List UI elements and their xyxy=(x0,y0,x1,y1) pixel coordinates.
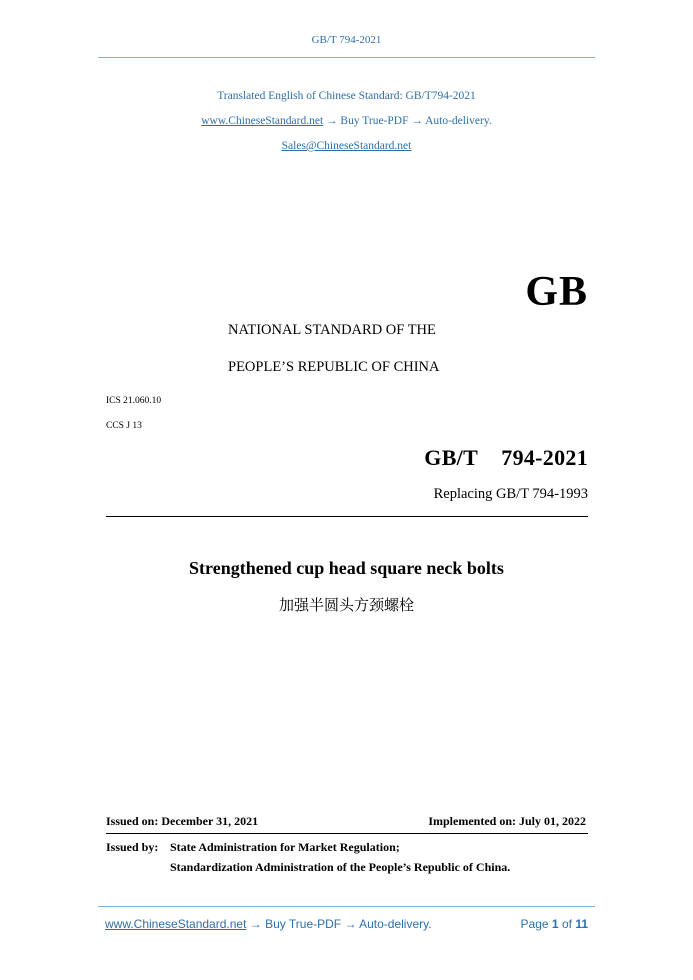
sales-email-link[interactable]: Sales@ChineseStandard.net xyxy=(281,140,412,152)
page-counter xyxy=(521,917,588,931)
page-label: Page xyxy=(520,917,549,931)
running-header: GB/T 794-2021 xyxy=(311,34,382,46)
replacing-standard: Replacing GB/T 794-1993 xyxy=(433,486,588,502)
standard-number: GB/T 794-2021 xyxy=(424,445,588,470)
footer-promo-rest: → Buy True-PDF → Auto-delivery. xyxy=(246,917,432,931)
issued-on-date: Issued on: December 31, 2021 xyxy=(106,814,259,828)
document-title-en: Strengthened cup head square neck bolts xyxy=(189,558,504,578)
title-divider xyxy=(106,516,588,517)
header-divider xyxy=(98,57,595,58)
implemented-on-date: Implemented on: July 01, 2022 xyxy=(428,814,586,828)
promo-line-1: Translated English of Chinese Standard: GB/T794-2021 xyxy=(217,90,476,102)
dates-divider xyxy=(106,833,588,834)
document-title-cn: 加强半圆头方颈螺栓 xyxy=(278,596,414,614)
ics-code: ICS 21.060.10 xyxy=(106,396,162,406)
page-current: 1 xyxy=(551,917,559,931)
issuer-2: Standardization Administration of the People’s Republic of China. xyxy=(170,860,511,874)
footer-divider xyxy=(98,906,595,907)
gb-logo: GB xyxy=(525,269,588,315)
national-standard-line-2: PEOPLE’S REPUBLIC OF CHINA xyxy=(228,359,440,375)
page-of: of xyxy=(561,917,572,931)
promo-line-2-rest: → Buy True-PDF → Auto-delivery. xyxy=(323,115,492,127)
promo-block xyxy=(0,84,693,159)
promo-line-3 xyxy=(0,134,693,159)
promo-line-2 xyxy=(0,109,693,134)
ccs-code: CCS J 13 xyxy=(106,421,142,431)
issued-by-label: Issued by: xyxy=(106,840,159,854)
site-link[interactable]: www.ChineseStandard.net xyxy=(201,115,324,127)
footer-promo xyxy=(105,917,432,931)
page-total: 11 xyxy=(575,917,588,931)
issuer-1: State Administration for Market Regulation; xyxy=(170,840,400,854)
footer-site-link[interactable]: www.ChineseStandard.net xyxy=(105,917,247,931)
national-standard-line-1: NATIONAL STANDARD OF THE xyxy=(228,322,436,338)
